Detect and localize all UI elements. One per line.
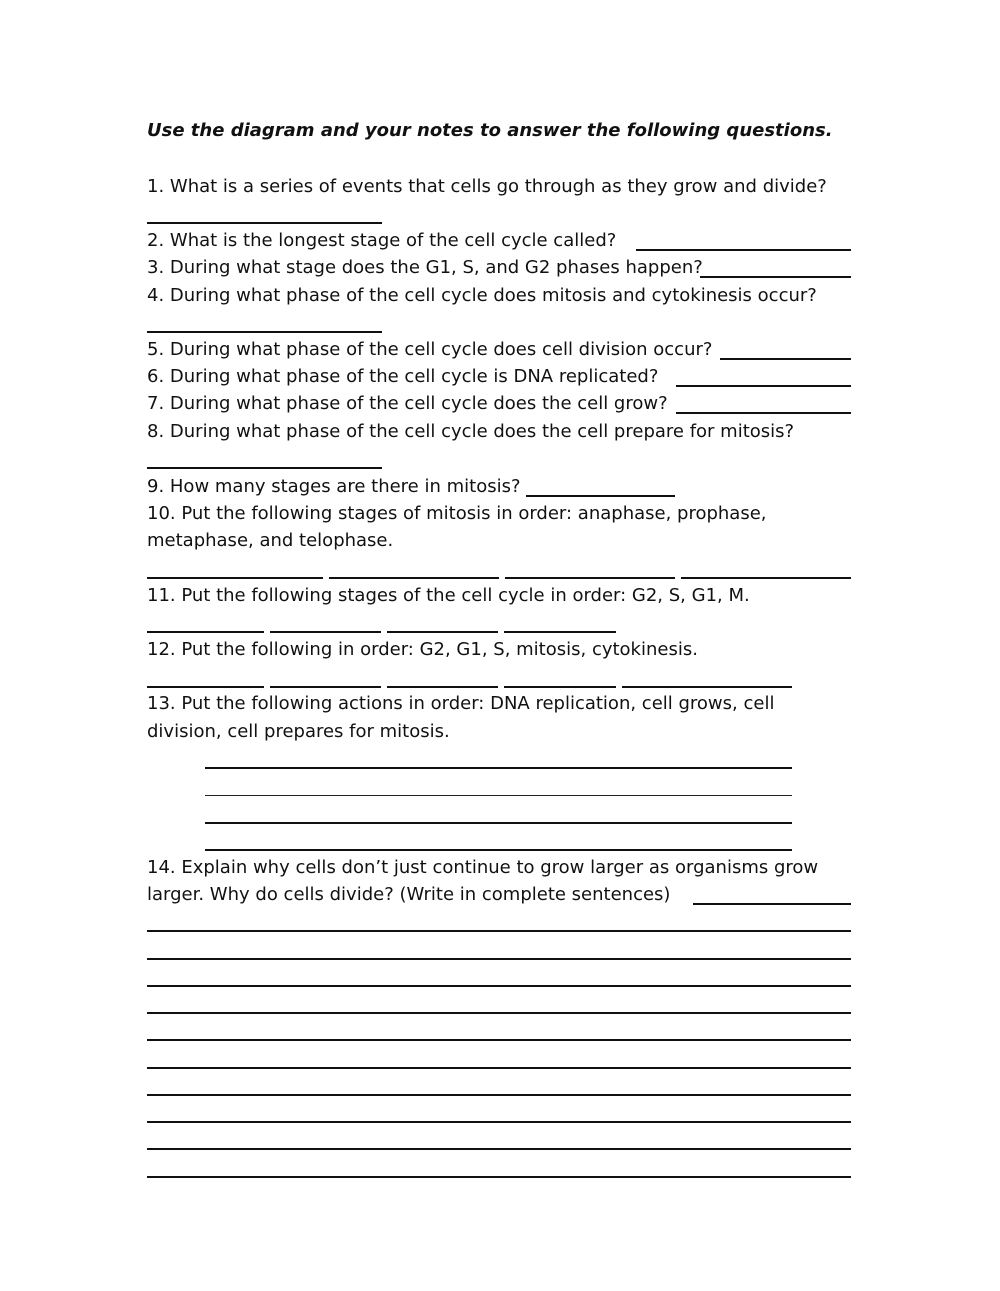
question-11: 11. Put the following stages of the cell cycle in order: G2, S, G1, M. [147,585,750,606]
answer-blank-2[interactable] [636,249,851,251]
answer-line-14-8[interactable] [147,1121,851,1123]
answer-blank-12-c[interactable] [387,686,498,688]
question-3: 3. During what stage does the G1, S, and G2 phases happen? [147,257,703,278]
question-2: 2. What is the longest stage of the cell cycle called? [147,230,617,251]
answer-blank-5[interactable] [720,358,851,360]
question-6: 6. During what phase of the cell cycle is DNA replicated? [147,366,659,387]
answer-blank-10-c[interactable] [505,577,675,579]
answer-line-14-6[interactable] [147,1067,851,1069]
answer-blank-10-d[interactable] [681,577,851,579]
answer-line-14-3[interactable] [147,985,851,987]
answer-line-14-start[interactable] [693,903,851,905]
answer-line-13-a[interactable] [205,767,792,769]
question-5: 5. During what phase of the cell cycle does cell division occur? [147,339,713,360]
answer-blank-3[interactable] [700,276,851,278]
answer-line-14-4[interactable] [147,1012,851,1014]
answer-line-14-9[interactable] [147,1148,851,1150]
answer-blank-12-b[interactable] [270,686,381,688]
question-14-line-1: 14. Explain why cells don’t just continue to grow larger as organisms grow [147,857,819,878]
answer-blank-11-b[interactable] [270,631,381,633]
answer-line-14-1[interactable] [147,930,851,932]
question-12: 12. Put the following in order: G2, G1, S, mitosis, cytokinesis. [147,639,698,660]
answer-blank-12-d[interactable] [504,686,616,688]
answer-blank-6[interactable] [676,385,851,387]
answer-blank-1[interactable] [147,222,382,224]
answer-blank-12-e[interactable] [622,686,792,688]
answer-line-14-5[interactable] [147,1039,851,1041]
question-10-line-1: 10. Put the following stages of mitosis in order: anaphase, prophase, [147,503,767,524]
question-9: 9. How many stages are there in mitosis? [147,476,521,497]
answer-blank-11-a[interactable] [147,631,264,633]
answer-blank-10-b[interactable] [329,577,499,579]
answer-line-13-d[interactable] [205,849,792,851]
answer-blank-4[interactable] [147,331,382,333]
answer-blank-11-c[interactable] [387,631,498,633]
question-4: 4. During what phase of the cell cycle does mitosis and cytokinesis occur? [147,285,817,306]
question-8: 8. During what phase of the cell cycle does the cell prepare for mitosis? [147,421,795,442]
question-13-line-2: division, cell prepares for mitosis. [147,721,450,742]
answer-blank-11-d[interactable] [504,631,616,633]
question-14-line-2: larger. Why do cells divide? (Write in complete sentences) [147,884,671,905]
answer-line-14-7[interactable] [147,1094,851,1096]
answer-blank-7[interactable] [676,412,851,414]
question-13-line-1: 13. Put the following actions in order: DNA replication, cell grows, cell [147,693,775,714]
answer-blank-10-a[interactable] [147,577,323,579]
answer-line-13-b[interactable] [205,795,792,796]
question-1: 1. What is a series of events that cells go through as they grow and divide? [147,176,827,197]
question-10-line-2: metaphase, and telophase. [147,530,394,551]
answer-line-14-2[interactable] [147,958,851,960]
answer-line-13-c[interactable] [205,822,792,824]
answer-blank-12-a[interactable] [147,686,264,688]
answer-blank-9[interactable] [526,495,675,497]
instructions: Use the diagram and your notes to answer the following questions. [147,120,833,141]
question-7: 7. During what phase of the cell cycle does the cell grow? [147,393,668,414]
answer-line-14-10[interactable] [147,1176,851,1178]
answer-blank-8[interactable] [147,467,382,469]
